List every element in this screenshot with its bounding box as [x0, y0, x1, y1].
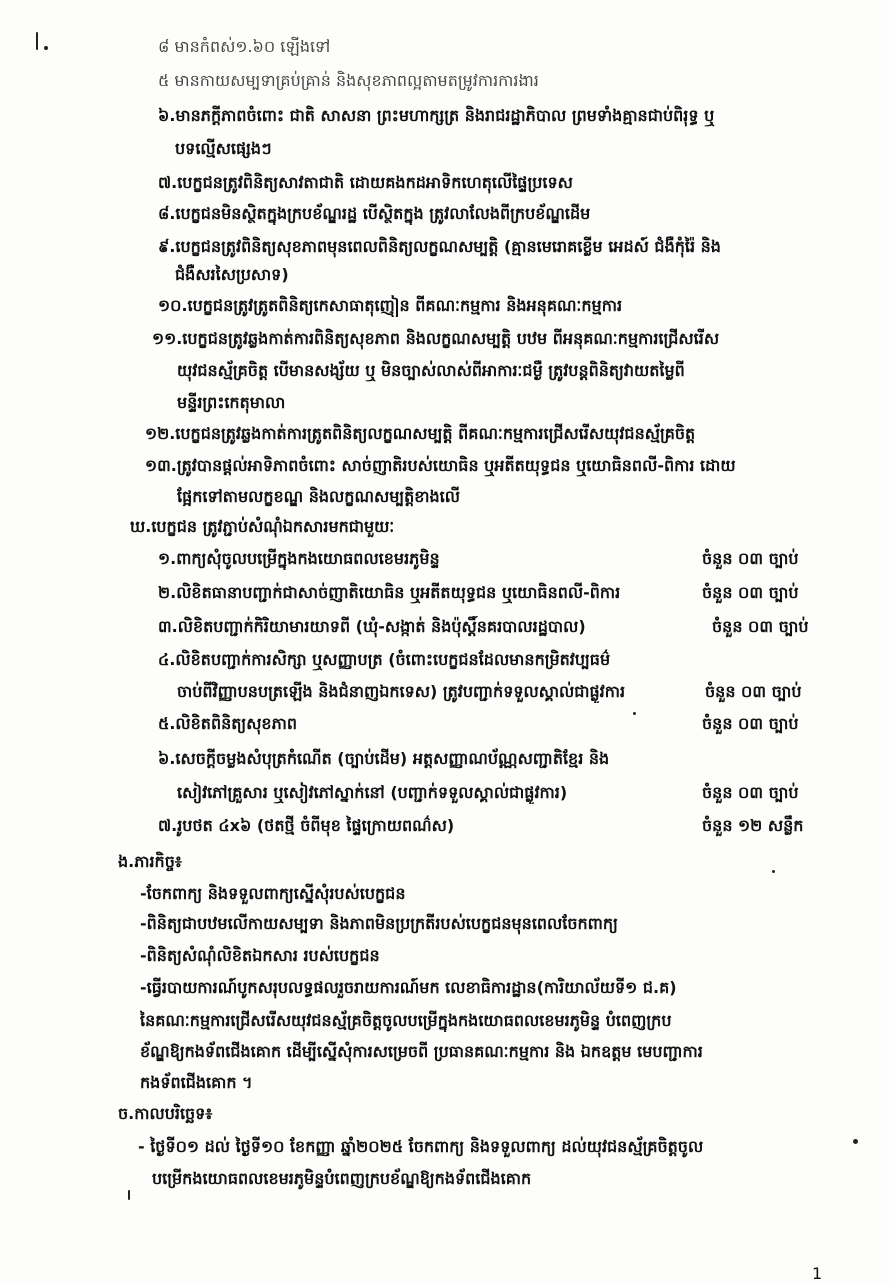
section-d-heading: ង.ភារកិច្ច៖ [118, 852, 182, 871]
duty-line-4: -ធ្វើរបាយការណ៍បូកសរុបលទ្ធផលរួចរាយការណ៍មក លេខាធិការដ្ឋាន(ការិយាល័យទី១ ជ.គ) [140, 978, 677, 997]
section-e-heading: ច.កាលបរិច្ឆេទ៖ [118, 1104, 213, 1123]
schedule-line-2: បម្រើកងយោធពលខេមរភូមិន្ទបំពេញក្របខ័ណ្ឌឱ្យកងទ័ពជើងគោក [152, 1169, 532, 1188]
document-row-5 [0, 713, 889, 737]
scan-speck [633, 712, 636, 715]
document-row-qty: ចំនួន ០៣ ច្បាប់ [702, 783, 799, 802]
document-row-label: ២.លិខិតធានាបញ្ជាក់ជាសាច់ញាតិយោធិន ឬអតីតយុទ្ធជន ឬយោធិនពលី-ពិការ [158, 583, 621, 602]
document-row-label: ៧.រូបថត ៤x៦ (ថតថ្មី ចំពីមុខ ផ្ទៃក្រោយពណ៌ស) [158, 816, 455, 835]
document-row-label: ៣.លិខិតបញ្ជាក់កិរិយាមារយាទពី (ឃុំ-សង្កាត់ និងប៉ុស្តិ៍នគរបាលរដ្ឋបាល) [158, 617, 586, 636]
requirement-item-13: ១៣.ត្រូវបានផ្ដល់អាទិភាពចំពោះ សាច់ញាតិរបស់យោធិន ឬអតីតយុទ្ធជន ឬយោធិនពលី-ពិការ ដោយ [145, 456, 736, 475]
document-row-1 [0, 548, 889, 572]
document-row-7 [0, 815, 889, 839]
schedule-line-1: - ថ្ងៃទី០១ ដល់ ថ្ងៃទី១០ ខែកញ្ញា ឆ្នាំ២០២៥ ចែកពាក្យ និងទទួលពាក្យ ដល់យុវជនស្ម័គ្រចិត្តចូល [138, 1137, 704, 1156]
document-row-label: ចាប់ពីវិញ្ញាបនបត្រឡើង និងជំនាញឯកទេស) ត្រូវបញ្ជាក់ទទួលស្គាល់ជាផ្លូវការ [177, 682, 626, 701]
document-row-qty: ចំនួន ០៣ ច្បាប់ [702, 549, 799, 568]
requirement-item-8b: ៨.បេក្ខជនមិនស្ថិតក្នុងក្របខ័ណ្ឌរដ្ឋ បើស្ថិតក្នុង ត្រូវលាលែងពីក្របខ័ណ្ឌដើម [158, 204, 591, 223]
duty-line-5: នៃគណៈកម្មការជ្រើសរើសយុវជនស្ម័គ្រចិត្តចូលបម្រើក្នុងកងយោធពលខេមរភូមិន្ទ បំពេញក្រប [140, 1011, 672, 1030]
requirement-item-6-continued: បទល្មើសផ្សេងៗ [175, 139, 272, 158]
document-row-qty: ចំនួន ១២ សន្លឹក [702, 816, 804, 835]
requirement-item-8: ៨ មានកំពស់១.៦០ ឡើងទៅ [158, 37, 331, 56]
duty-line-7: កងទ័ពជើងគោក ។ [140, 1073, 253, 1092]
section-c-heading: ឃ.បេក្ខជន ត្រូវភ្ជាប់សំណុំឯកសារមកជាមួយៈ [130, 517, 395, 536]
requirement-item-12: ១២.បេក្ខជនត្រូវឆ្លងកាត់ការត្រូតពិនិត្យលក្ខណសម្បត្តិ ពីគណៈកម្មការជ្រើសរើសយុវជនស្ម័គ្រចិត្ត [145, 424, 696, 443]
document-row-qty: ចំនួន ០៣ ច្បាប់ [712, 617, 809, 636]
scan-speck [128, 1190, 130, 1200]
document-row-2 [0, 582, 889, 606]
document-row-6 [0, 748, 889, 772]
document-row-4 [0, 649, 889, 673]
document-row-label: ១.ពាក្យសុំចូលបម្រើក្នុងកងយោធពលខេមរភូមិន្ទ [158, 549, 440, 568]
page-number: 1 [812, 1264, 823, 1283]
requirement-item-13-continued: ផ្អែកទៅតាមលក្ខខណ្ឌ និងលក្ខណសម្បត្តិខាងលើ [177, 487, 460, 506]
document-row-label: សៀវភៅគ្រួសារ ឬសៀវភៅស្នាក់នៅ (បញ្ជាក់ទទួលស្គាល់ជាផ្លូវការ) [177, 783, 568, 802]
document-row-label: ៤.លិខិតបញ្ជាក់ការសិក្សា ឬសញ្ញាបត្រ (ចំពោះបេក្ខជនដែលមានកម្រិតវប្បធម៌ [158, 650, 611, 669]
requirement-item-11-continued-2: មន្ទីរព្រះកេតុមាលា [177, 393, 286, 412]
document-row-qty: ចំនួន ០៣ ច្បាប់ [705, 682, 802, 701]
scan-speck [44, 46, 48, 50]
document-row-qty: ចំនួន ០៣ ច្បាប់ [702, 583, 799, 602]
document-row-qty: ចំនួន ០៣ ច្បាប់ [702, 714, 799, 733]
document-row-label: ៥.លិខិតពិនិត្យសុខភាព [158, 714, 297, 733]
duty-line-2: -ពិនិត្យជាបឋមលើកាយសម្បទា និងភាពមិនប្រក្រតីរបស់បេក្ខជនមុនពេលចែកពាក្យ [140, 914, 618, 933]
requirement-item-9: ៩.បេក្ខជនត្រូវពិនិត្យសុខភាពមុនពេលពិនិត្យលក្ខណសម្បត្តិ (គ្មានមេរោគខ្លើម អេដស៍ ជំងឺកុំរ៉ៃ និង [158, 237, 721, 256]
requirement-item-5: ៥ មានកាយសម្បទាគ្រប់គ្រាន់ និងសុខភាពល្អតាមតម្រូវការការងារ [158, 71, 539, 90]
duty-line-6: ខ័ណ្ឌឱ្យកងទ័ពជើងគោក ដើម្បីស្នើសុំការសម្រេចពី ប្រធានគណៈកម្មការ និង ឯកឧត្តម មេបញ្ជាការ [140, 1042, 703, 1061]
scan-speck [853, 1139, 858, 1144]
requirement-item-11: ១១.បេក្ខជនត្រូវឆ្លងកាត់ការពិនិត្យសុខភាព និងលក្ខណសម្បត្តិ បឋម ពីអនុគណៈកម្មការជ្រើសរើស [152, 329, 720, 348]
duty-line-3: -ពិនិត្យសំណុំលិខិតឯកសារ របស់បេក្ខជន [140, 946, 380, 965]
requirement-item-9-continued: ជំងឺសរសៃប្រសាទ) [175, 265, 289, 284]
requirement-item-10: ១០.បេក្ខជនត្រូវត្រូតពិនិត្យកេសាធាតុញៀន ពីគណៈកម្មការ និងអនុគណៈកម្មការ [158, 296, 623, 315]
requirement-item-7: ៧.បេក្ខជនត្រូវពិនិត្យសាវតាជាតិ ដោយគងកដអាទិកហេតុលើផ្ទៃប្រទេស [158, 173, 573, 192]
requirement-item-6: ៦.មានភក្ដីភាពចំពោះ ជាតិ សាសនា ព្រះមហាក្សត្រ និងរាជរដ្ឋាភិបាល ព្រមទាំងគ្មានជាប់ពិរុទ្ធ ឬ [158, 106, 715, 125]
document-row-label: ៦.សេចក្ដីចម្លងសំបុត្រកំណើត (ច្បាប់ដើម) អត្តសញ្ញាណប័ណ្ណសញ្ជាតិខ្មែរ និង [158, 749, 610, 768]
document-row-6-continued [0, 782, 889, 806]
duty-line-1: -ចែកពាក្យ និងទទួលពាក្យស្នើសុំរបស់បេក្ខជន [140, 884, 406, 903]
scan-speck [36, 32, 38, 50]
document-row-3 [0, 616, 889, 640]
requirement-item-11-continued: យុវជនស្ម័គ្រចិត្ត បើមានសង្ស័យ ឬ មិនច្បាស់លាស់ពីអាការៈជម្ងឺ ត្រូវបន្តពិនិត្យវាយតម្លៃពី [177, 361, 685, 380]
scan-speck [772, 870, 775, 873]
document-row-4-continued [0, 681, 889, 705]
